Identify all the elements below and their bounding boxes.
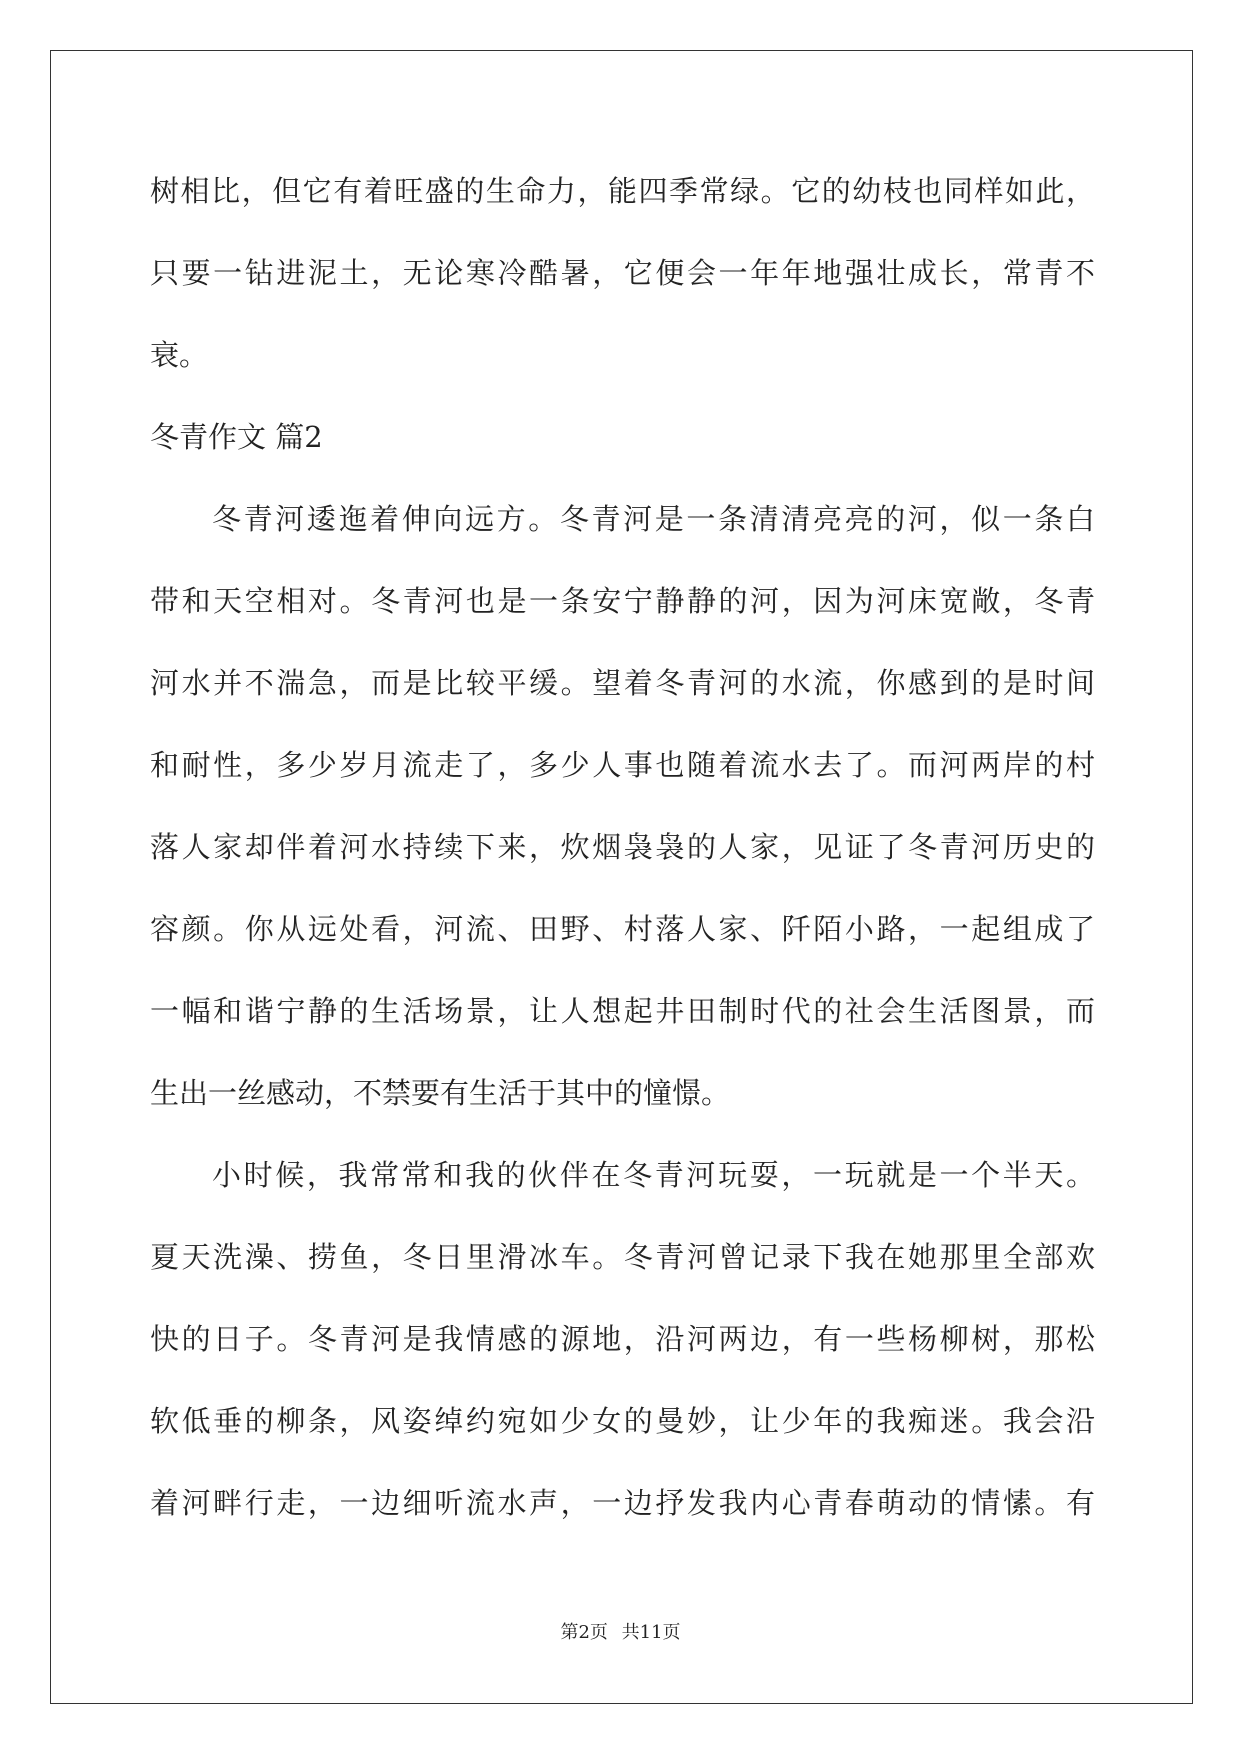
section-heading: 冬青作文 篇2 bbox=[150, 420, 323, 454]
text-line: 小时候，我常常和我的伙伴在冬青河玩耍，一玩就是一个半天。 bbox=[212, 1158, 1095, 1192]
paragraph-1 bbox=[150, 160, 1095, 406]
text-line: 树相比，但它有着旺盛的生命力，能四季常绿。它的幼枝也同样如此， bbox=[150, 174, 1095, 208]
text-line: 夏天洗澡、捞鱼，冬日里滑冰车。冬青河曾记录下我在她那里全部欢 bbox=[150, 1240, 1095, 1274]
text-line: 带和天空相对。冬青河也是一条安宁静静的河，因为河床宽敞，冬青 bbox=[150, 584, 1095, 618]
paragraph-2 bbox=[150, 488, 1095, 1144]
text-line: 河水并不湍急，而是比较平缓。望着冬青河的水流，你感到的是时间 bbox=[150, 666, 1095, 700]
page-total: 共11页 bbox=[621, 1622, 681, 1643]
text-line: 冬青河逶迤着伸向远方。冬青河是一条清清亮亮的河，似一条白 bbox=[212, 502, 1095, 536]
document-body bbox=[150, 160, 1095, 1554]
text-line: 容颜。你从远处看，河流、田野、村落人家、阡陌小路，一起组成了 bbox=[150, 912, 1095, 946]
text-line: 落人家却伴着河水持续下来，炊烟袅袅的人家，见证了冬青河历史的 bbox=[150, 830, 1095, 864]
text-line: 快的日子。冬青河是我情感的源地，沿河两边，有一些杨柳树，那松 bbox=[150, 1322, 1095, 1356]
page-number: 第2页 bbox=[560, 1622, 608, 1643]
text-line: 软低垂的柳条，风姿绰约宛如少女的曼妙，让少年的我痴迷。我会沿 bbox=[150, 1404, 1095, 1438]
text-line: 只要一钻进泥土，无论寒冷酷暑，它便会一年年地强壮成长，常青不 bbox=[150, 256, 1095, 290]
text-line: 着河畔行走，一边细听流水声，一边抒发我内心青春萌动的情愫。有 bbox=[150, 1486, 1095, 1520]
text-line: 生出一丝感动，不禁要有生活于其中的憧憬。 bbox=[150, 1076, 731, 1110]
paragraph-3 bbox=[150, 1144, 1095, 1554]
text-line: 和耐性，多少岁月流走了，多少人事也随着流水去了。而河两岸的村 bbox=[150, 748, 1095, 782]
text-line: 衰。 bbox=[150, 338, 209, 372]
page-footer bbox=[0, 1618, 1241, 1644]
text-line: 一幅和谐宁静的生活场景，让人想起井田制时代的社会生活图景，而 bbox=[150, 994, 1095, 1028]
